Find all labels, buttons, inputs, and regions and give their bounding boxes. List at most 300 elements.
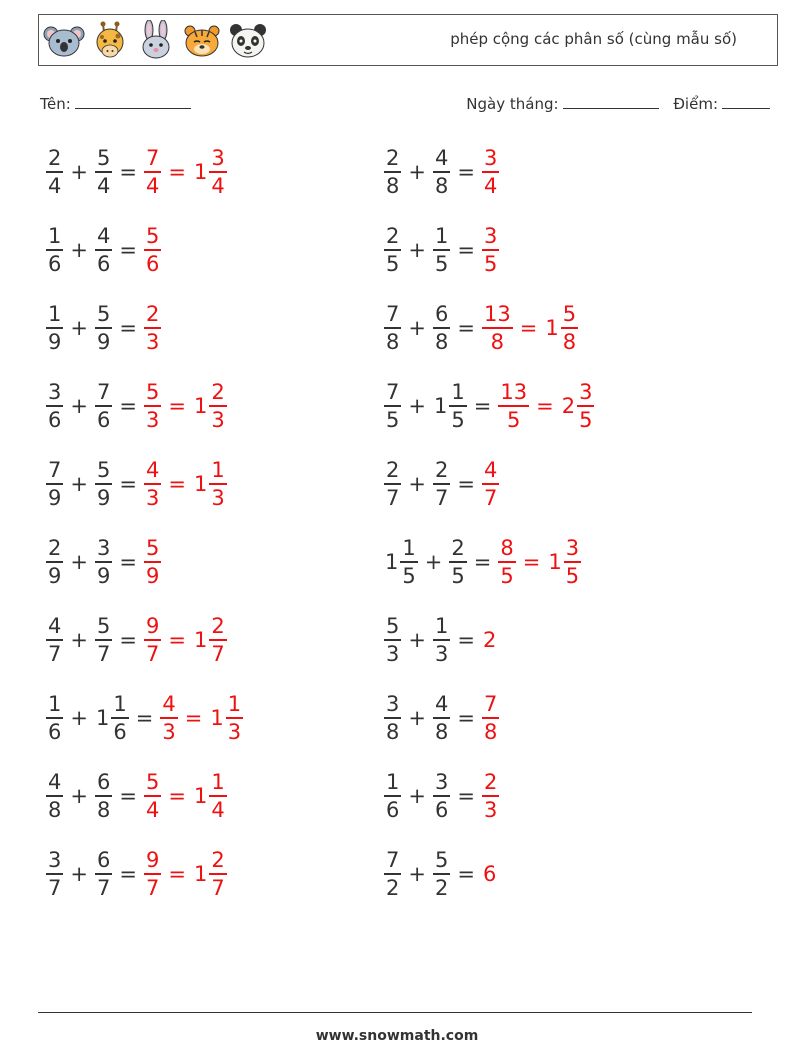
answer-mixed-number [191,379,229,433]
fraction [95,379,112,433]
addend-b [93,847,114,901]
denominator: 7 [145,876,160,900]
answer [480,223,501,277]
denominator: 3 [145,330,160,354]
fraction [482,301,513,355]
answer-fraction [480,769,501,823]
denominator: 8 [386,330,400,354]
tiger-icon [181,20,223,62]
fraction [144,457,161,511]
fraction [384,691,401,745]
numerator: 5 [561,301,578,329]
fraction [95,535,112,589]
fraction [384,379,401,433]
numerator: 1 [384,769,401,797]
denominator: 4 [145,174,160,198]
denominator: 3 [211,486,225,510]
whole-number: 1 [95,706,110,730]
answer-fraction [142,769,163,823]
denominator: 5 [507,408,521,432]
denominator: 8 [48,798,62,822]
plus-sign: + [408,628,426,652]
answer [480,862,496,886]
denominator: 8 [386,174,400,198]
equals-sign: = [457,628,475,652]
denominator: 3 [227,720,242,744]
addend-a [382,535,420,589]
equals-sign: = [473,394,492,418]
equals-sign: = [457,238,475,262]
answer [496,535,583,589]
score-blank[interactable] [722,94,770,109]
name-field [40,94,191,113]
denominator: 8 [562,330,577,354]
denominator: 2 [386,876,400,900]
fraction [384,847,401,901]
numerator: 3 [46,379,63,407]
denominator: 6 [113,720,127,744]
plus-sign: + [70,706,88,730]
fraction [95,457,112,511]
equals-sign: = [457,316,475,340]
addend-a [382,223,403,277]
whole-number: 1 [193,628,208,652]
answer-mixed-number [191,847,229,901]
addend-a [44,457,65,511]
whole-number: 1 [545,316,559,340]
numerator: 5 [144,379,161,407]
addend-b [93,769,114,823]
addend-b [431,301,452,355]
fraction [433,769,450,823]
denominator: 5 [565,564,580,588]
denominator: 6 [96,408,111,432]
answer [480,301,580,355]
plus-sign: + [70,784,88,808]
addend-b [431,691,452,745]
numerator: 4 [95,223,112,251]
fraction [384,769,401,823]
fraction [209,769,226,823]
answer-fraction [480,862,496,886]
numerator: 4 [144,457,161,485]
answer [480,691,501,745]
problem-item [382,218,501,282]
fraction [384,613,401,667]
numerator: 2 [144,301,161,329]
problem-item [44,296,163,360]
fraction [95,223,112,277]
score-label: Điểm: [673,95,718,113]
fraction [482,691,499,745]
fraction [46,457,63,511]
answer-fraction [496,379,531,433]
numerator: 1 [46,691,63,719]
equals-sign: = [168,862,186,886]
problem-item [44,530,163,594]
whole-number: 1 [385,550,399,574]
numerator: 4 [160,691,177,719]
denominator: 5 [386,252,400,276]
numerator: 5 [144,223,161,251]
answer-fraction [142,145,163,199]
addend-a [44,223,65,277]
fraction [384,145,401,199]
fraction [433,145,450,199]
problem-item [382,140,501,204]
numerator: 5 [95,457,112,485]
fraction [144,535,161,589]
addend-a [44,145,65,199]
fraction [498,379,529,433]
plus-sign: + [70,550,88,574]
answer-fraction [142,847,163,901]
plus-sign: + [408,784,426,808]
answer [142,847,229,901]
numerator: 7 [384,301,401,329]
whole-number: 6 [482,862,497,886]
addend-b [431,457,452,511]
answer [142,457,229,511]
fraction [144,769,161,823]
fraction [95,613,112,667]
answer [142,145,229,199]
fraction [400,535,417,589]
name-blank[interactable] [75,94,191,109]
fraction [111,691,128,745]
denominator: 9 [48,330,62,354]
numerator: 2 [209,847,226,875]
numerator: 4 [46,769,63,797]
equals-sign: = [135,706,154,730]
fraction [144,145,161,199]
answer-fraction [480,691,501,745]
answer-mixed-number [559,379,597,433]
fraction [46,613,63,667]
fraction [95,145,112,199]
fraction [46,535,63,589]
equals-sign: = [119,472,137,496]
addend-b [93,613,114,667]
footer-divider [38,1012,752,1013]
denominator: 7 [386,486,400,510]
numerator: 7 [144,145,161,173]
numerator: 3 [577,379,594,407]
equals-sign: = [457,160,475,184]
addend-a [382,145,403,199]
problem-item [382,608,496,672]
answer-mixed-number [191,613,229,667]
denominator: 7 [96,642,111,666]
equals-sign: = [119,628,137,652]
fraction [46,847,63,901]
addend-a [44,301,65,355]
fraction [46,223,63,277]
fraction [226,691,243,745]
whole-number: 1 [433,394,448,418]
numerator: 7 [95,379,112,407]
plus-sign: + [424,550,443,574]
denominator: 7 [145,642,160,666]
problem-item [382,764,501,828]
answer-mixed-number [207,691,245,745]
plus-sign: + [408,238,426,262]
problem-item [382,842,496,906]
plus-sign: + [70,628,88,652]
plus-sign: + [408,706,426,730]
numerator: 9 [144,613,161,641]
numerator: 5 [144,535,161,563]
equals-sign: = [119,238,137,262]
answer-fraction [142,535,163,589]
addend-b [431,847,452,901]
equals-sign: = [168,394,186,418]
fraction [209,457,226,511]
addend-b [431,613,452,667]
fraction [433,223,450,277]
numerator: 3 [482,145,499,173]
numerator: 1 [209,769,226,797]
answer-fraction [142,223,163,277]
denominator: 8 [386,720,400,744]
addend-a [44,847,65,901]
fraction [209,847,226,901]
fraction [46,691,63,745]
fraction [449,535,466,589]
numerator: 4 [482,457,499,485]
denominator: 6 [145,252,160,276]
problem-item [44,140,229,204]
numerator: 1 [46,301,63,329]
equals-sign: = [119,160,137,184]
whole-number: 1 [193,160,208,184]
whole-number: 1 [193,472,208,496]
addend-a [44,769,65,823]
denominator: 8 [490,330,505,354]
answer [142,223,163,277]
numerator: 7 [46,457,63,485]
numerator: 9 [144,847,161,875]
denominator: 8 [434,720,449,744]
numerator: 6 [95,769,112,797]
problem-item [44,608,229,672]
numerator: 3 [564,535,581,563]
equals-sign: = [522,550,541,574]
denominator: 9 [48,564,62,588]
addend-a [44,613,65,667]
denominator: 5 [386,408,400,432]
addend-a [382,301,403,355]
addend-a [382,613,403,667]
date-score-fields [466,94,770,113]
numerator: 3 [95,535,112,563]
numerator: 3 [433,769,450,797]
answer-fraction [142,379,163,433]
denominator: 4 [211,798,225,822]
denominator: 6 [48,408,62,432]
numerator: 2 [384,457,401,485]
numerator: 2 [46,145,63,173]
fraction [46,379,63,433]
numerator: 2 [384,145,401,173]
numerator: 3 [384,691,401,719]
fraction [46,769,63,823]
numerator: 5 [95,301,112,329]
answer [480,457,501,511]
equals-sign: = [119,862,137,886]
answer-fraction [142,457,163,511]
fraction [209,613,226,667]
whole-number: 1 [193,862,208,886]
denominator: 4 [145,798,160,822]
equals-sign: = [457,784,475,808]
denominator: 5 [451,408,465,432]
numerator: 6 [95,847,112,875]
answer-fraction [142,613,163,667]
footer-url: www.snowmath.com [315,1028,479,1044]
fraction [433,613,450,667]
answer-fraction [142,301,163,355]
denominator: 9 [96,486,111,510]
addend-a [44,379,65,433]
plus-sign: + [70,238,88,262]
addend-a [44,535,65,589]
addend-b [93,691,131,745]
fraction [561,301,578,355]
denominator: 7 [211,876,225,900]
denominator: 9 [96,330,111,354]
numerator: 13 [498,379,529,407]
date-blank[interactable] [563,94,659,109]
addend-b [93,145,114,199]
fraction [577,379,594,433]
answer-fraction [480,223,501,277]
denominator: 3 [145,486,160,510]
answer [496,379,596,433]
fraction [209,379,226,433]
addend-a [382,457,403,511]
numerator: 1 [226,691,243,719]
numerator: 1 [433,613,450,641]
fraction [95,847,112,901]
addend-b [431,145,452,199]
numerator: 4 [46,613,63,641]
denominator: 5 [500,564,514,588]
fraction [144,613,161,667]
problem-item [44,764,229,828]
plus-sign: + [70,394,88,418]
fraction [433,691,450,745]
numerator: 5 [144,769,161,797]
denominator: 7 [48,876,62,900]
equals-sign: = [168,472,186,496]
denominator: 4 [483,174,498,198]
whole-number: 2 [561,394,576,418]
denominator: 9 [96,564,111,588]
numerator: 7 [384,379,401,407]
addend-b [93,223,114,277]
numerator: 13 [482,301,513,329]
equals-sign: = [457,862,475,886]
problem-item [44,374,229,438]
plus-sign: + [70,862,88,886]
fraction [482,769,499,823]
addend-b [93,535,114,589]
fraction [384,457,401,511]
problem-item [44,842,229,906]
numerator: 1 [46,223,63,251]
equals-sign: = [184,706,203,730]
addend-b [93,301,114,355]
numerator: 3 [482,223,499,251]
equals-sign: = [119,784,137,808]
denominator: 5 [402,564,416,588]
denominator: 8 [434,330,449,354]
fraction [449,379,466,433]
fraction [482,145,499,199]
answer-mixed-number [191,145,229,199]
fraction [95,769,112,823]
plus-sign: + [408,394,426,418]
answer-mixed-number [542,301,580,355]
answer-fraction [480,301,515,355]
addend-b [431,379,469,433]
addend-a [382,847,403,901]
denominator: 5 [434,252,449,276]
answer-fraction [158,691,179,745]
problem-item [382,296,580,360]
denominator: 7 [96,876,111,900]
numerator: 2 [209,613,226,641]
denominator: 8 [483,720,498,744]
problem-item [382,452,501,516]
problem-item [44,452,229,516]
fraction [144,847,161,901]
addend-b [431,769,452,823]
whole-number: 1 [548,550,562,574]
addend-a [382,379,403,433]
denominator: 6 [96,252,111,276]
answer [480,769,501,823]
answer-fraction [480,457,501,511]
numerator: 6 [433,301,450,329]
denominator: 6 [48,252,62,276]
rabbit-icon [135,20,177,62]
answer [142,301,163,355]
fraction [95,301,112,355]
fraction [564,535,581,589]
plus-sign: + [408,862,426,886]
fraction [144,301,161,355]
worksheet-title: phép cộng các phân số (cùng mẫu số) [450,30,737,48]
answer-fraction [480,628,496,652]
denominator: 5 [483,252,498,276]
numerator: 1 [209,457,226,485]
plus-sign: + [408,160,426,184]
answer-mixed-number [545,535,583,589]
denominator: 6 [386,798,400,822]
numerator: 7 [384,847,401,875]
header-box [38,14,778,66]
fraction [46,145,63,199]
denominator: 6 [48,720,62,744]
numerator: 4 [433,691,450,719]
koala-icon [43,20,85,62]
denominator: 4 [96,174,111,198]
denominator: 5 [451,564,465,588]
fraction [384,223,401,277]
equals-sign: = [168,160,186,184]
